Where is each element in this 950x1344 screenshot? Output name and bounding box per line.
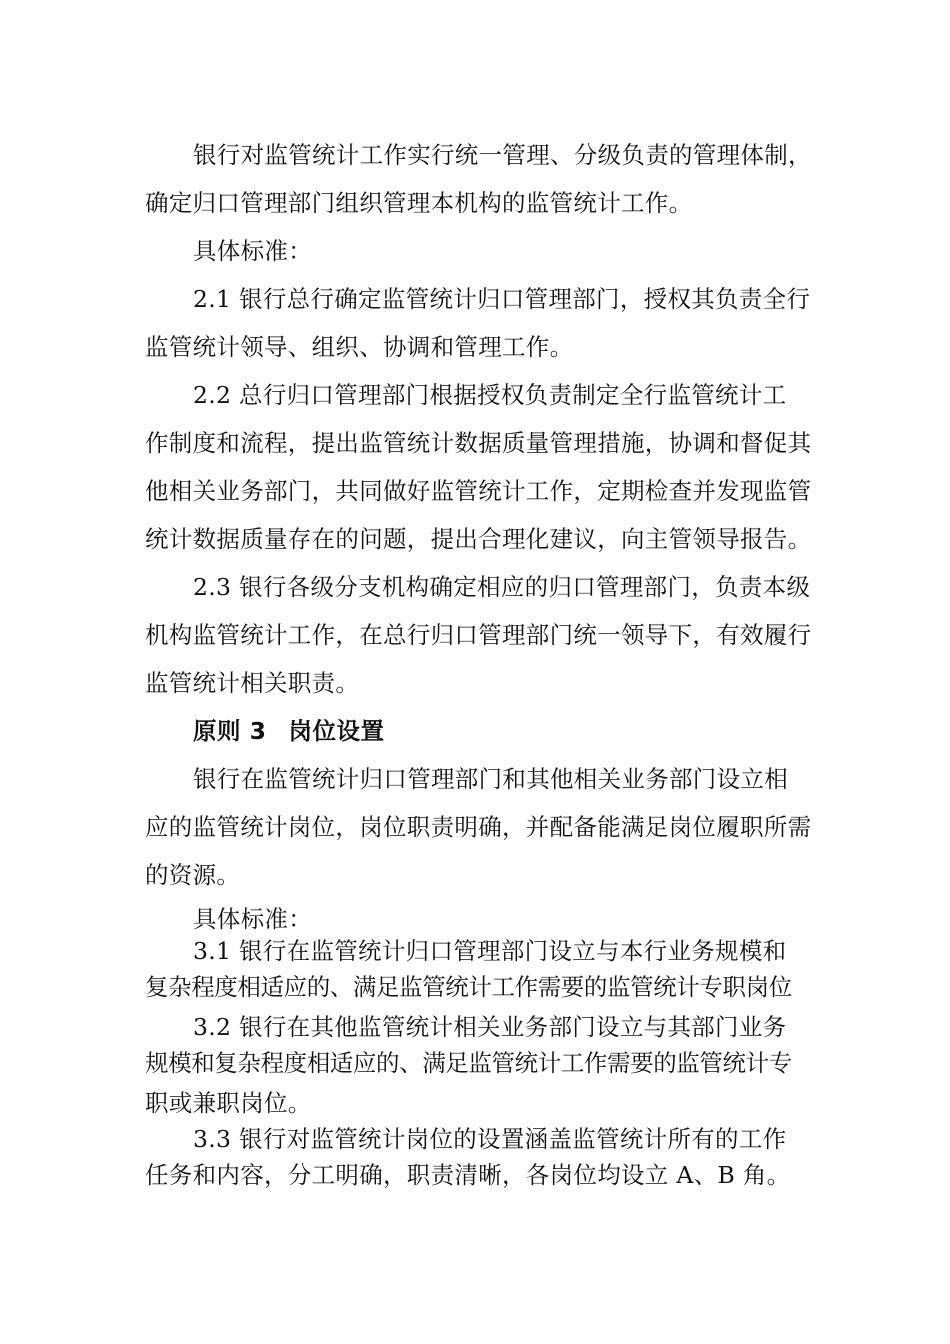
item-2-3-line1: 2.3 银行各级分支机构确定相应的归口管理部门，负责本级 xyxy=(193,573,811,601)
item-3-1-line2: 复杂程度相适应的、满足监管统计工作需要的监管统计专职岗位 xyxy=(145,973,792,1001)
item-2-2-line4: 统计数据质量存在的问题，提出合理化建议，向主管领导报告。 xyxy=(145,525,812,553)
item-3-2-line3: 职或兼职岗位。 xyxy=(145,1089,312,1117)
item-2-2-line1: 2.2 总行归口管理部门根据授权负责制定全行监管统计工 xyxy=(193,381,787,409)
item-2-1-line1: 2.1 银行总行确定监管统计归口管理部门，授权其负责全行 xyxy=(193,285,811,313)
item-2-3-line2: 机构监管统计工作，在总行归口管理部门统一领导下，有效履行 xyxy=(145,621,812,649)
principle-3-title: 岗位设置 xyxy=(288,717,385,745)
item-2-3-line3: 监管统计相关职责。 xyxy=(145,669,360,697)
item-3-1-line1: 3.1 银行在监管统计归口管理部门设立与本行业务规模和 xyxy=(193,937,787,965)
item-3-3-line2: 任务和内容，分工明确，职责清晰，各岗位均设立 A、B 角。 xyxy=(145,1161,791,1189)
item-3-3-line1: 3.3 银行对监管统计岗位的设置涵盖监管统计所有的工作 xyxy=(193,1125,787,1153)
item-2-1-line2: 监管统计领导、组织、协调和管理工作。 xyxy=(145,333,574,361)
para3-line2: 应的监管统计岗位，岗位职责明确，并配备能满足岗位履职所需 xyxy=(145,813,812,841)
item-2-2-line3: 他相关业务部门，共同做好监管统计工作，定期检查并发现监管 xyxy=(145,477,812,505)
para1-line2: 确定归口管理部门组织管理本机构的监管统计工作。 xyxy=(145,189,693,217)
para3-line3: 的资源。 xyxy=(145,861,241,889)
principle-3-number: 原则 3 xyxy=(193,717,267,745)
item-3-2-line2: 规模和复杂程度相适应的、满足监管统计工作需要的监管统计专 xyxy=(145,1049,792,1077)
standards-label: 具体标准： xyxy=(193,905,312,933)
item-3-2-line1: 3.2 银行在其他监管统计相关业务部门设立与其部门业务 xyxy=(193,1013,787,1041)
principle-3-heading xyxy=(0,716,950,746)
para1-line1: 银行对监管统计工作实行统一管理、分级负责的管理体制， xyxy=(193,141,812,169)
para3-line1: 银行在监管统计归口管理部门和其他相关业务部门设立相 xyxy=(193,765,788,793)
standards-label: 具体标准： xyxy=(193,237,312,265)
item-2-2-line2: 作制度和流程，提出监管统计数据质量管理措施，协调和督促其 xyxy=(145,429,812,457)
